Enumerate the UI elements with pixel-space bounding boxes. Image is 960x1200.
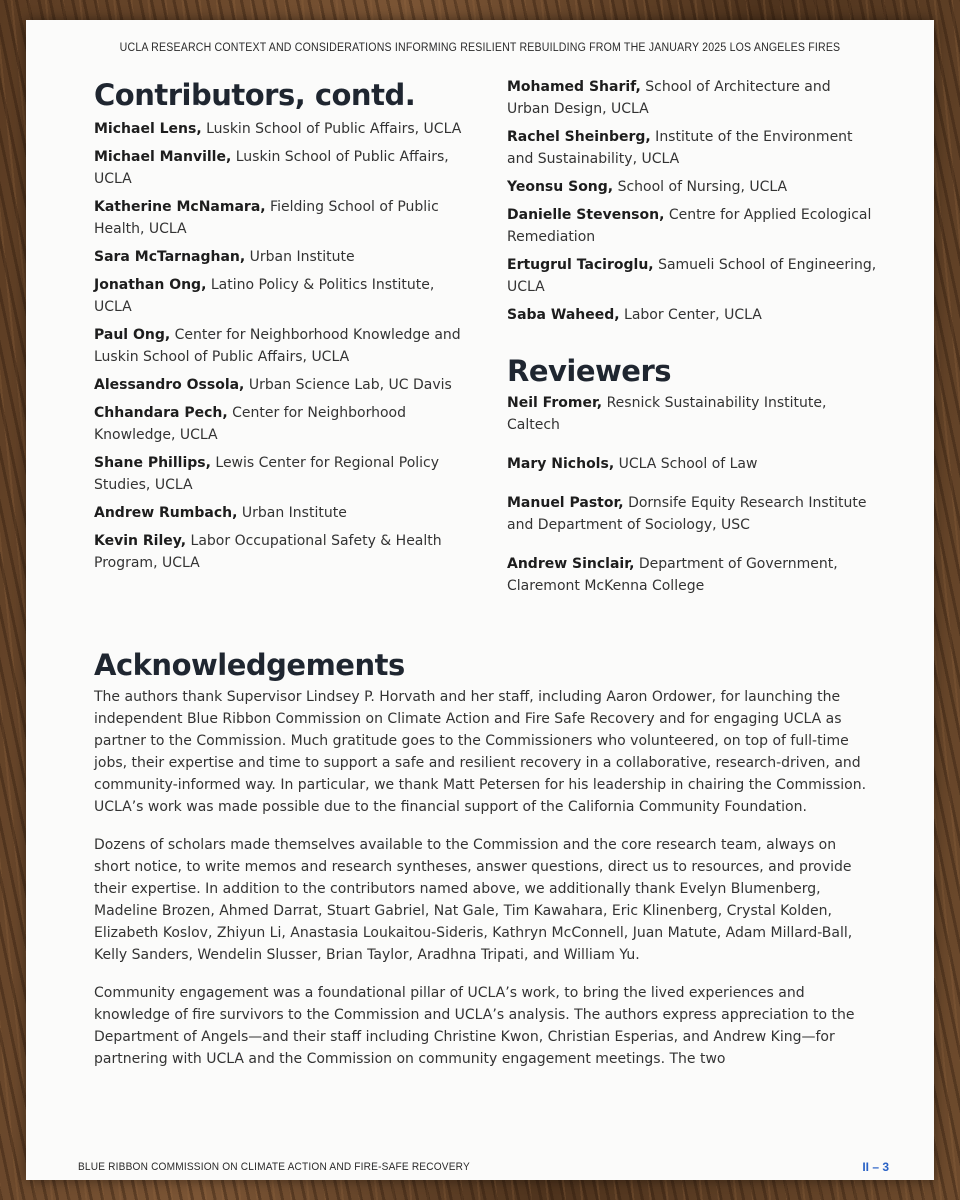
contributors-list-right xyxy=(507,76,877,326)
person-entry xyxy=(94,502,464,524)
person-name: Paul Ong, xyxy=(94,327,171,343)
person-name: Chhandara Pech, xyxy=(94,405,228,421)
page-number: II – 3 xyxy=(862,1160,889,1174)
person-affiliation: Center for Neighborhood Knowledge and Luskin School of Public Affairs, UCLA xyxy=(94,327,461,365)
person-name: Saba Waheed, xyxy=(507,307,620,323)
person-name: Yeonsu Song, xyxy=(507,179,614,195)
person-name: Sara McTarnaghan, xyxy=(94,249,246,265)
footer-title: BLUE RIBBON COMMISSION ON CLIMATE ACTION AND FIRE-SAFE RECOVERY xyxy=(78,1161,470,1173)
person-entry xyxy=(94,196,464,240)
person-affiliation: School of Architecture and Urban Design, UCLA xyxy=(507,79,831,117)
ack-paragraph-3: Community engagement was a foundational pillar of UCLA’s work, to bring the lived experiences and knowledge of fire survivors to the Commission and UCLA’s analysis. The authors express appreciation to the Department of Angels—and their staff including Christine Kwon, Christian Esperias, and Andrew King—for partnering with UCLA and the Commission on community engagement meetings. The two xyxy=(94,985,855,1067)
person-name: Andrew Rumbach, xyxy=(94,505,238,521)
document-page xyxy=(26,20,934,1180)
person-affiliation: Urban Institute xyxy=(237,505,347,521)
person-entry xyxy=(507,76,877,120)
person-affiliation: Labor Center, UCLA xyxy=(619,307,762,323)
contributors-list-left xyxy=(94,118,464,574)
person-entry xyxy=(507,492,877,536)
person-affiliation: Centre for Applied Ecological Remediation xyxy=(507,207,872,245)
person-name: Mary Nichols, xyxy=(507,456,615,472)
person-affiliation: School of Nursing, UCLA xyxy=(613,179,788,195)
person-entry xyxy=(507,204,877,248)
person-affiliation: Fielding School of Public Health, UCLA xyxy=(94,199,439,237)
person-affiliation: Labor Occupational Safety & Health Program, UCLA xyxy=(94,533,442,571)
person-affiliation: Urban Science Lab, UC Davis xyxy=(244,377,452,393)
person-entry xyxy=(507,176,877,198)
person-name: Michael Manville, xyxy=(94,149,232,165)
person-affiliation: Luskin School of Public Affairs, UCLA xyxy=(201,121,462,137)
person-affiliation: Department of Government, Claremont McKenna College xyxy=(507,556,838,594)
person-entry xyxy=(507,304,877,326)
contributors-right-column xyxy=(507,76,877,614)
person-entry xyxy=(94,324,464,368)
person-entry xyxy=(507,453,877,475)
person-affiliation: Dornsife Equity Research Institute and Department of Sociology, USC xyxy=(507,495,867,533)
person-name: Alessandro Ossola, xyxy=(94,377,245,393)
person-entry xyxy=(94,146,464,190)
person-name: Danielle Stevenson, xyxy=(507,207,665,223)
person-name: Manuel Pastor, xyxy=(507,495,624,511)
person-entry xyxy=(94,530,464,574)
person-entry xyxy=(507,254,877,298)
acknowledgements-section xyxy=(94,648,874,1086)
person-name: Ertugrul Taciroglu, xyxy=(507,257,654,273)
ack-paragraph-1: The authors thank Supervisor Lindsey P. Horvath and her staff, including Aaron Ordower, for launching the independent Blue Ribbon Commission on Climate Action and Fire Safe Recovery and for engaging UCLA as partner to the Commission. Much gratitude goes to the Commissioners who volunteered, on top of full-time jobs, their expertise and time to support a safe and resilient recovery in a collaborative, research-driven, and community-informed way. In particular, we thank Matt Petersen for his leadership in chairing the Commission. UCLA’s work was made possible due to the financial support of the California Community Foundation. xyxy=(94,689,867,815)
person-entry xyxy=(94,118,464,140)
person-affiliation: Latino Policy & Politics Institute, UCLA xyxy=(94,277,435,315)
person-name: Kevin Riley, xyxy=(94,533,187,549)
person-entry xyxy=(94,246,464,268)
person-name: Michael Lens, xyxy=(94,121,202,137)
reviewers-list xyxy=(507,392,877,597)
person-affiliation: Lewis Center for Regional Policy Studies, UCLA xyxy=(94,455,440,493)
person-entry xyxy=(507,553,877,597)
person-name: Jonathan Ong, xyxy=(94,277,207,293)
person-affiliation: Institute of the Environment and Sustainability, UCLA xyxy=(507,129,853,167)
person-entry xyxy=(94,274,464,318)
running-header: UCLA RESEARCH CONTEXT AND CONSIDERATIONS INFORMING RESILIENT REBUILDING FROM THE JANUARY 2025 LOS ANGELES FIRES xyxy=(119,42,841,54)
person-entry xyxy=(507,126,877,170)
person-entry xyxy=(94,452,464,496)
person-name: Neil Fromer, xyxy=(507,395,603,411)
person-name: Shane Phillips, xyxy=(94,455,211,471)
contributors-left-column xyxy=(94,78,464,580)
person-affiliation: Resnick Sustainability Institute, Caltech xyxy=(507,395,827,433)
person-affiliation: Luskin School of Public Affairs, UCLA xyxy=(94,149,449,187)
person-affiliation: Urban Institute xyxy=(245,249,355,265)
person-name: Mohamed Sharif, xyxy=(507,79,641,95)
person-entry xyxy=(507,392,877,436)
person-affiliation: Samueli School of Engineering, UCLA xyxy=(507,257,877,295)
person-name: Rachel Sheinberg, xyxy=(507,129,651,145)
person-name: Andrew Sinclair, xyxy=(507,556,635,572)
person-entry xyxy=(94,402,464,446)
person-affiliation: Center for Neighborhood Knowledge, UCLA xyxy=(94,405,406,443)
acknowledgements-heading: Acknowledgements xyxy=(94,648,405,682)
contributors-heading: Contributors, contd. xyxy=(94,78,416,112)
person-entry xyxy=(94,374,464,396)
person-name: Katherine McNamara, xyxy=(94,199,266,215)
ack-paragraph-2: Dozens of scholars made themselves available to the Commission and the core research team, always on short notice, to write memos and research syntheses, answer questions, direct us to resources, and provide their expertise. In addition to the contributors named above, we additionally thank Evelyn Blumenberg, Madeline Brozen, Ahmed Darrat, Stuart Gabriel, Nat Gale, Tim Kawahara, Eric Klinenberg, Crystal Kolden, Elizabeth Koslov, Zhiyun Li, Anastasia Loukaitou-Sideris, Kathryn McConnell, Juan Matute, Adam Millard-Ball, Kelly Sanders, Wendelin Slusser, Brian Taylor, Aradhna Tripati, and William Yu. xyxy=(94,837,853,963)
reviewers-heading: Reviewers xyxy=(507,354,672,388)
person-affiliation: UCLA School of Law xyxy=(614,456,758,472)
